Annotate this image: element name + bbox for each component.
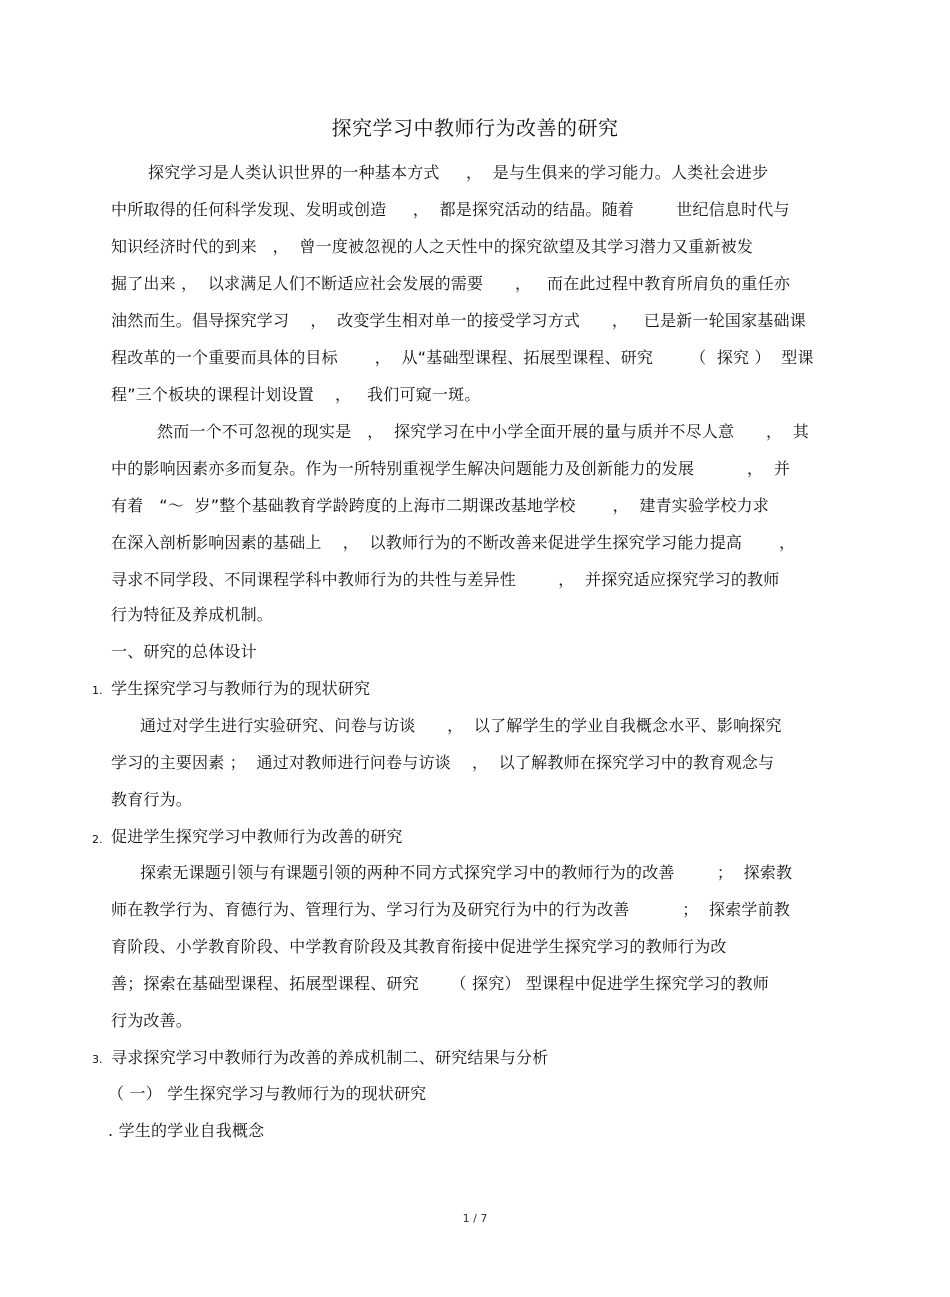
paragraph-line: 油然而生。倡导探究学习 ， 改变学生相对单一的接受学习方式 ， 已是新一轮国家基础课	[111, 311, 806, 330]
paragraph-line: 行为特征及养成机制。	[111, 605, 274, 624]
paragraph-line: 程”三个板块的课程计划设置 ， 我们可窥一斑。	[111, 385, 481, 404]
paragraph-line: 知识经济时代的到来 ， 曾一度被忽视的人之天性中的探究欲望及其学习潜力又重新被发	[111, 237, 754, 256]
item-heading: 学生探究学习与教师行为的现状研究	[111, 679, 371, 698]
paragraph-line: 有着 “～ 岁”整个基础教育学龄跨度的上海市二期课改基地学校 ， 建青实验学校力求	[111, 496, 769, 515]
paragraph-line: 掘了出来 ， 以求满足人们不断适应社会发展的需要 ， 而在此过程中教育所肩负的重任亦	[111, 274, 791, 293]
document-title: 探究学习中教师行为改善的研究	[331, 116, 619, 140]
item-heading: 促进学生探究学习中教师行为改善的研究	[111, 827, 403, 846]
section-heading: 一、研究的总体设计	[111, 642, 257, 661]
paragraph-line: 然而一个不可忽视的现实是 ， 探究学习在中小学全面开展的量与质并不尽人意 ， 其	[157, 422, 809, 441]
paragraph-line: 育阶段、小学教育阶段、中学教育阶段及其教育衔接中促进学生探究学习的教师行为改	[111, 937, 727, 956]
paragraph-line: 行为改善。	[111, 1011, 193, 1030]
paragraph-line: 探究学习是人类认识世界的一种基本方式 ， 是与生俱来的学习能力。人类社会进步	[148, 163, 769, 182]
paragraph-line: 程改革的一个重要而具体的目标 ， 从“基础型课程、拓展型课程、研究 （ 探究 ） 型课	[111, 348, 814, 367]
paragraph-line: 善；探索在基础型课程、拓展型课程、研究 （ 探究） 型课程中促进学生探究学习的教师	[111, 974, 769, 993]
subsection-heading: （ 一） 学生探究学习与教师行为的现状研究	[108, 1084, 427, 1103]
paragraph-line: 师在教学行为、育德行为、管理行为、学习行为及研究行为中的行为改善 ； 探索学前教	[111, 900, 791, 919]
subsection-heading: . 学生的学业自我概念	[108, 1121, 265, 1140]
paragraph-line: 教育行为。	[111, 790, 193, 809]
list-number: 2.	[92, 833, 103, 846]
paragraph-line: 探索无课题引领与有课题引领的两种不同方式探究学习中的教师行为的改善 ； 探索教	[140, 863, 793, 882]
paragraph-line: 学习的主要因素 ； 通过对教师进行问卷与访谈 ， 以了解教师在探究学习中的教育观念与	[111, 753, 775, 772]
paragraph-line: 寻求不同学段、不同课程学科中教师行为的共性与差异性 ， 并探究适应探究学习的教师	[111, 570, 780, 589]
paragraph-line: 中所取得的任何科学发现、发明或创造 ， 都是探究活动的结晶。随着 世纪信息时代与	[111, 200, 790, 219]
list-number: 1.	[92, 684, 103, 697]
paragraph-line: 通过对学生进行实验研究、问卷与访谈 ， 以了解学生的学业自我概念水平、影响探究	[140, 716, 782, 735]
paragraph-line: 在深入剖析影响因素的基础上 ， 以教师行为的不断改善来促进学生探究学习能力提高 ，	[111, 533, 796, 552]
page-indicator: 1 / 7	[462, 1212, 488, 1225]
paragraph-line: 中的影响因素亦多而复杂。作为一所特别重视学生解决问题能力及创新能力的发展 ， 并	[111, 459, 791, 478]
list-number: 3.	[92, 1053, 103, 1066]
item-heading: 寻求探究学习中教师行为改善的养成机制二、研究结果与分析	[111, 1048, 549, 1067]
